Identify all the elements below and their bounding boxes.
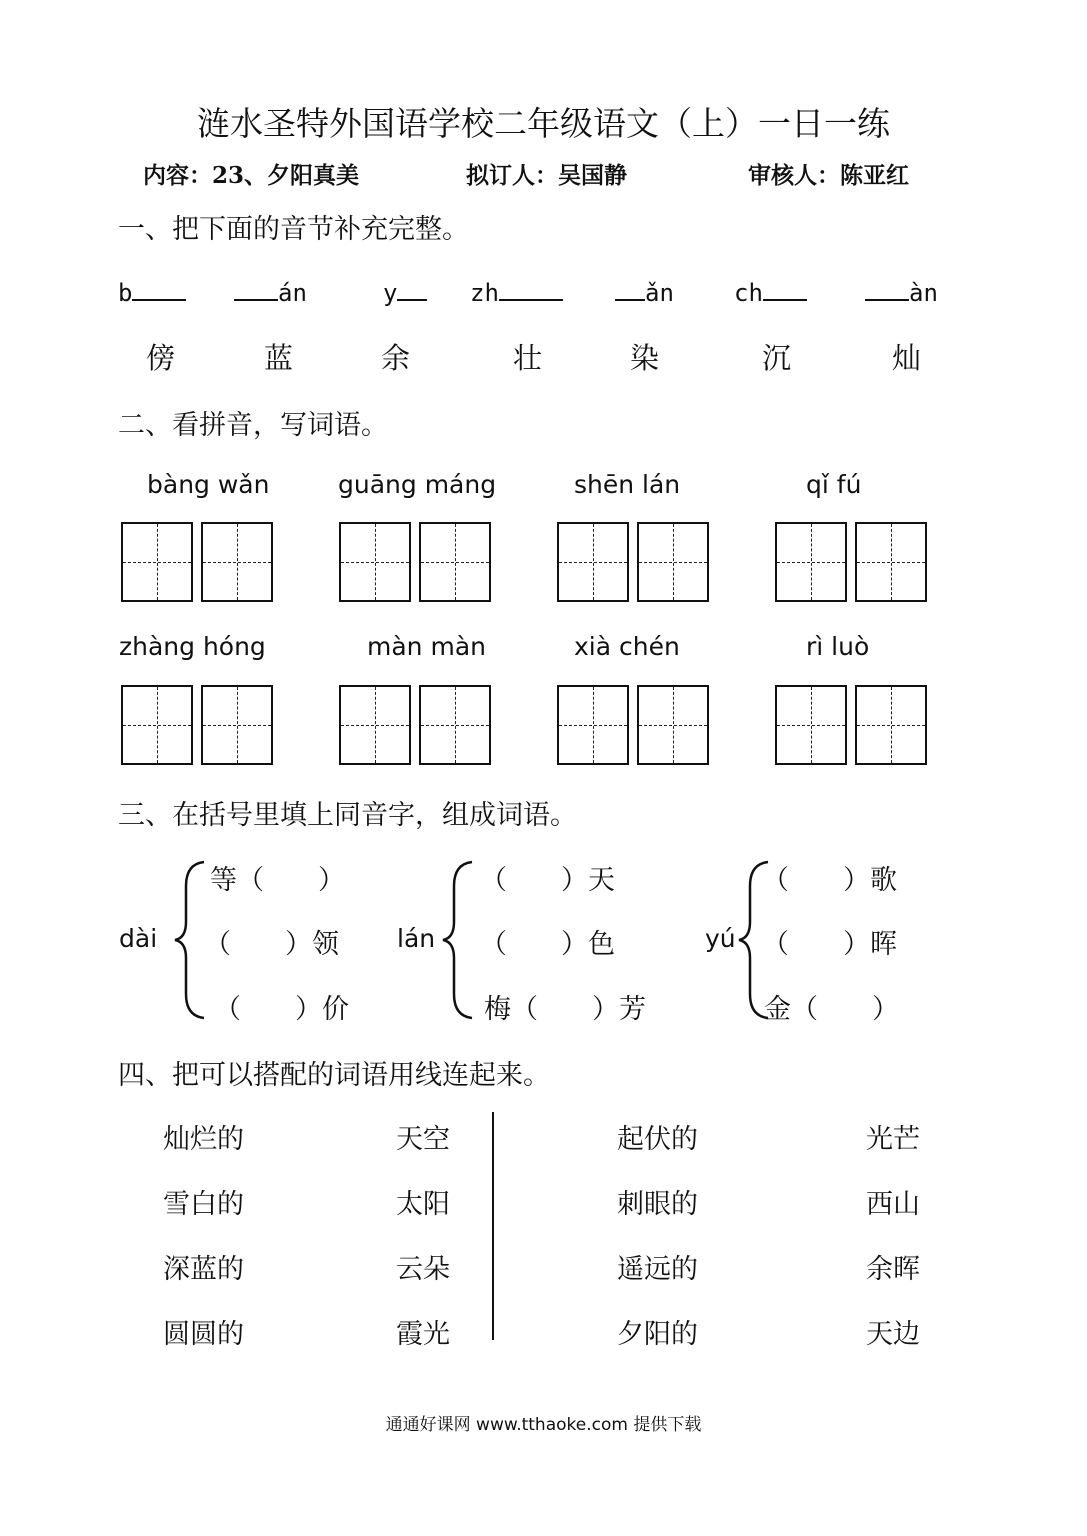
writing-box[interactable] [637, 685, 709, 765]
char-7: 灿 [892, 341, 922, 375]
writing-box[interactable] [339, 522, 411, 602]
pinyin-riluo: rì luò [806, 632, 870, 661]
match-right-target[interactable]: 余晖 [866, 1254, 920, 1285]
group-pinyin-lan: lán [397, 924, 436, 953]
section4-heading: 四、把可以搭配的词语用线连起来。 [118, 1060, 550, 1091]
section2-heading: 二、看拼音，写词语。 [118, 410, 388, 441]
char-4: 壮 [513, 341, 543, 375]
match-right-word[interactable]: 刺眼的 [617, 1189, 698, 1220]
pinyin-zhanghong: zhàng hóng [119, 632, 266, 661]
match-left-target[interactable]: 太阳 [396, 1189, 450, 1220]
syllable-7: àn [865, 275, 938, 307]
fill-blank-item[interactable]: （ ）天 [480, 865, 615, 896]
fill-blank-item[interactable]: 等（ ） [210, 865, 345, 896]
writing-box[interactable] [121, 522, 193, 602]
match-left-word[interactable]: 圆圆的 [163, 1319, 244, 1350]
writing-box[interactable] [775, 522, 847, 602]
brace-lan [440, 860, 474, 1020]
column-divider [492, 1112, 494, 1340]
reviewer: 审核人：陈亚红 [748, 162, 909, 189]
char-5: 染 [630, 341, 660, 375]
fill-blank-item[interactable]: （ ）晖 [762, 929, 897, 960]
match-right-word[interactable]: 起伏的 [617, 1124, 698, 1155]
writing-box[interactable] [339, 685, 411, 765]
syllable-2: án [234, 275, 307, 307]
char-2: 蓝 [264, 341, 294, 375]
match-right-word[interactable]: 遥远的 [617, 1254, 698, 1285]
footer-credit: 通通好课网 www.tthaoke.com 提供下载 [385, 1415, 702, 1435]
match-left-word[interactable]: 深蓝的 [163, 1254, 244, 1285]
match-left-word[interactable]: 雪白的 [163, 1189, 244, 1220]
match-right-target[interactable]: 光芒 [866, 1124, 920, 1155]
writing-box[interactable] [775, 685, 847, 765]
writing-box[interactable] [855, 522, 927, 602]
section1-heading: 一、把下面的音节补充完整。 [118, 214, 469, 245]
fill-blank-item[interactable]: （ ）色 [480, 929, 615, 960]
match-left-target[interactable]: 天空 [396, 1124, 450, 1155]
group-pinyin-dai: dài [119, 924, 158, 953]
author: 拟订人：吴国静 [466, 162, 627, 189]
pinyin-xiachen: xià chén [574, 632, 680, 661]
char-1: 傍 [146, 341, 176, 375]
pinyin-shenlan: shēn lán [574, 470, 681, 499]
writing-box[interactable] [637, 522, 709, 602]
match-right-target[interactable]: 天边 [866, 1319, 920, 1350]
group-pinyin-yu: yú [705, 924, 736, 953]
section3-heading: 三、在括号里填上同音字，组成词语。 [118, 800, 577, 831]
writing-box[interactable] [557, 522, 629, 602]
writing-box[interactable] [201, 522, 273, 602]
match-right-target[interactable]: 西山 [866, 1189, 920, 1220]
syllable-3: y [383, 275, 427, 307]
brace-dai [172, 860, 206, 1020]
pinyin-manman: màn màn [367, 632, 486, 661]
pinyin-guangmang: guāng máng [338, 470, 497, 499]
pinyin-bangwan: bàng wǎn [147, 470, 270, 499]
match-right-word[interactable]: 夕阳的 [617, 1319, 698, 1350]
writing-box[interactable] [121, 685, 193, 765]
match-left-target[interactable]: 霞光 [396, 1319, 450, 1350]
fill-blank-item[interactable]: （ ）歌 [762, 865, 897, 896]
writing-box[interactable] [201, 685, 273, 765]
syllable-5: ǎn [615, 275, 674, 307]
fill-blank-item[interactable]: （ ）领 [204, 929, 339, 960]
writing-box[interactable] [855, 685, 927, 765]
writing-box[interactable] [419, 685, 491, 765]
char-3: 余 [381, 341, 411, 375]
fill-blank-item[interactable]: （ ）价 [214, 994, 349, 1025]
worksheet-title: 涟水圣特外国语学校二年级语文（上）一日一练 [197, 104, 890, 143]
match-left-target[interactable]: 云朵 [396, 1254, 450, 1285]
fill-blank-item[interactable]: 梅（ ）芳 [484, 994, 646, 1025]
match-left-word[interactable]: 灿烂的 [163, 1124, 244, 1155]
pinyin-qifu: qǐ fú [806, 470, 862, 499]
syllable-4: zh [470, 275, 563, 307]
writing-box[interactable] [557, 685, 629, 765]
lesson-content: 内容：23、夕阳真美 [143, 162, 360, 189]
char-6: 沉 [762, 341, 792, 375]
syllable-6: ch [734, 275, 807, 307]
writing-box[interactable] [419, 522, 491, 602]
syllable-1: b [118, 275, 186, 307]
fill-blank-item[interactable]: 金（ ） [764, 994, 899, 1025]
